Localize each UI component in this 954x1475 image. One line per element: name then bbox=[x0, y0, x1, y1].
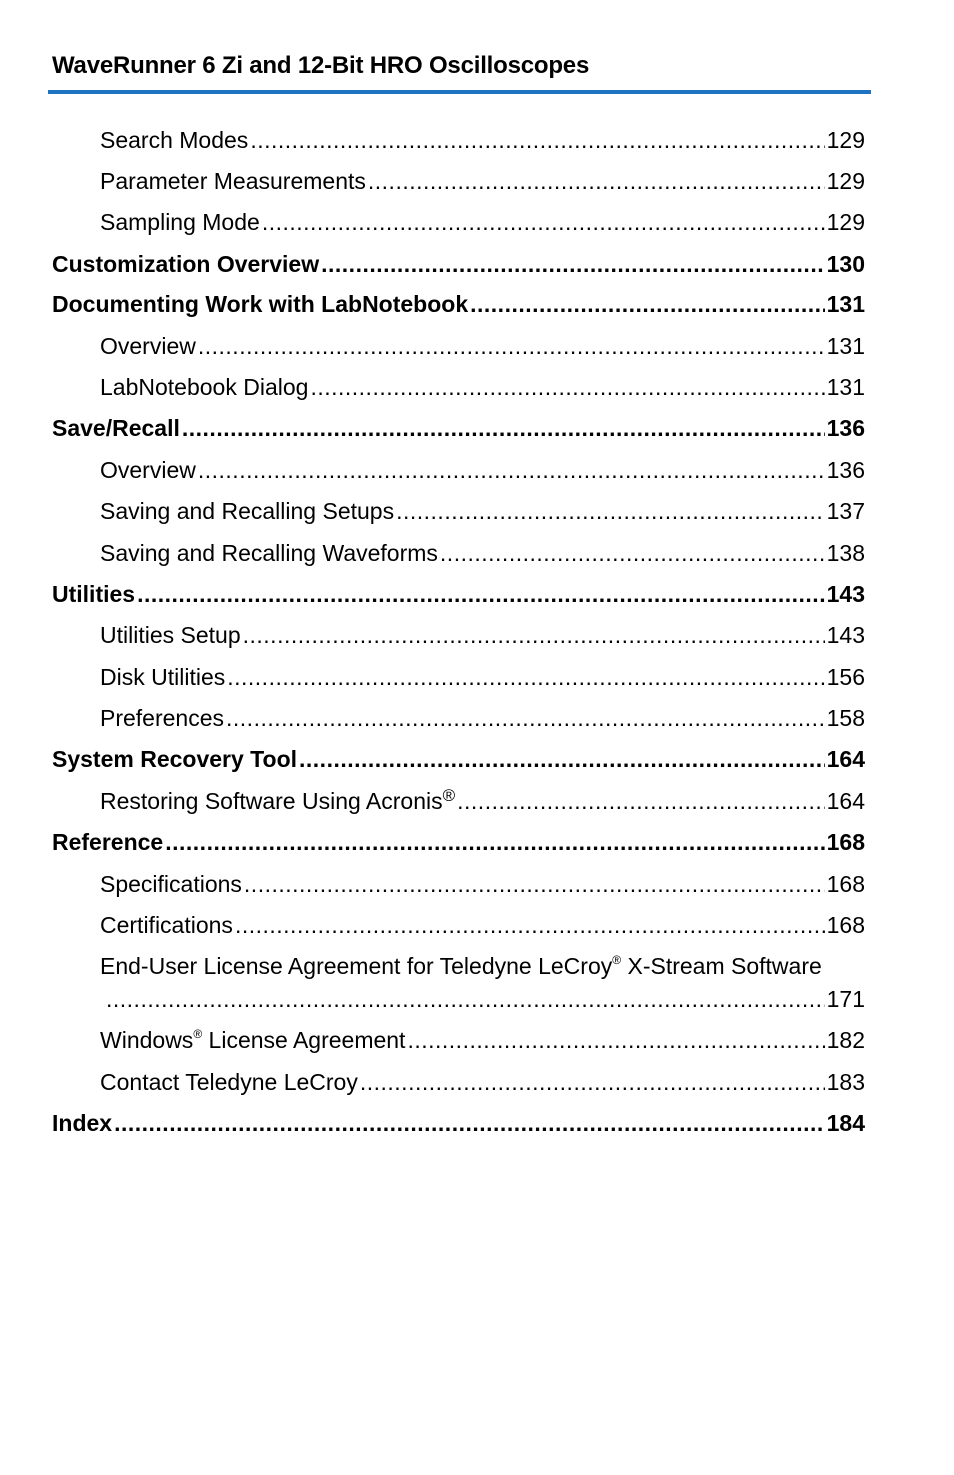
toc-entry-title: Documenting Work with LabNotebook bbox=[52, 291, 469, 317]
toc-entry-page: 138 bbox=[826, 540, 865, 566]
toc-entry-page: 164 bbox=[826, 788, 865, 814]
toc-entry[interactable] bbox=[0, 951, 954, 1017]
dot-leader bbox=[165, 827, 824, 857]
toc-entry-page: 168 bbox=[826, 871, 865, 897]
toc-entry-page: 168 bbox=[826, 912, 865, 938]
toc-entry-title: Customization Overview bbox=[52, 251, 320, 277]
dot-leader bbox=[321, 249, 825, 279]
toc-entry-page: 129 bbox=[826, 168, 865, 194]
toc-entry-page: 182 bbox=[826, 1027, 865, 1053]
toc-entry-title-cont: X-Stream Software bbox=[621, 953, 822, 979]
dot-leader bbox=[396, 496, 825, 526]
toc-entry-title: Index bbox=[52, 1110, 113, 1136]
toc-entry-title: Parameter Measurements bbox=[100, 168, 366, 194]
toc-entry-title: Preferences bbox=[100, 705, 225, 731]
toc-entry-title: Windows bbox=[100, 1027, 194, 1053]
dot-leader bbox=[182, 413, 825, 443]
toc-entry-page: 129 bbox=[826, 209, 865, 235]
toc-entry-title: Overview bbox=[100, 333, 196, 359]
toc-entry-title: System Recovery Tool bbox=[52, 746, 298, 772]
registered-mark: ® bbox=[612, 953, 622, 967]
toc-entry-title: Sampling Mode bbox=[100, 209, 260, 235]
dot-leader bbox=[440, 538, 825, 568]
toc-entry-page: 137 bbox=[826, 498, 865, 524]
toc-entry-page: 143 bbox=[826, 581, 865, 607]
dot-leader bbox=[299, 744, 825, 774]
dot-leader bbox=[235, 910, 825, 940]
toc-entry-page: 136 bbox=[826, 457, 865, 483]
dot-leader bbox=[198, 331, 825, 361]
toc-entry-page: 156 bbox=[826, 664, 865, 690]
dot-leader bbox=[227, 662, 824, 692]
toc-entry-page: 168 bbox=[826, 829, 865, 855]
toc-entry-title-wrapped bbox=[100, 951, 822, 981]
dot-leader bbox=[310, 372, 824, 402]
dot-leader bbox=[137, 579, 825, 609]
toc-entry-page: 143 bbox=[826, 622, 865, 648]
toc-entry-page: 131 bbox=[826, 291, 865, 317]
toc-entry-page: 136 bbox=[826, 415, 865, 441]
toc-entry-title: Disk Utilities bbox=[100, 664, 226, 690]
toc-entry-page: 171 bbox=[826, 986, 865, 1012]
toc-entry-page: 158 bbox=[826, 705, 865, 731]
dot-leader bbox=[243, 620, 825, 650]
toc-entry-page: 164 bbox=[826, 746, 865, 772]
toc-entry-title: Specifications bbox=[100, 871, 242, 897]
toc-entry-title: Reference bbox=[52, 829, 164, 855]
registered-mark: ® bbox=[193, 1027, 203, 1041]
dot-leader bbox=[114, 1108, 825, 1138]
header-rule bbox=[48, 90, 871, 94]
dot-leader bbox=[360, 1067, 825, 1097]
toc-entry-title: Restoring Software Using Acronis bbox=[100, 788, 443, 814]
toc-entry-title: Contact Teledyne LeCroy bbox=[100, 1069, 358, 1095]
toc-entry-title: Overview bbox=[100, 457, 196, 483]
dot-leader bbox=[407, 1025, 824, 1055]
toc-entry-title: Saving and Recalling Waveforms bbox=[100, 540, 438, 566]
dot-leader bbox=[244, 869, 825, 899]
dot-leader bbox=[226, 703, 825, 733]
dot-leader bbox=[470, 289, 825, 319]
dot-leader bbox=[457, 786, 824, 816]
registered-mark: ® bbox=[442, 786, 456, 805]
toc-entry-page: 184 bbox=[826, 1110, 865, 1136]
running-header-title: WaveRunner 6 Zi and 12-Bit HRO Oscilloscopes bbox=[52, 52, 590, 79]
dot-leader bbox=[250, 125, 824, 155]
dot-leader bbox=[106, 984, 825, 1014]
toc-entry-page: 129 bbox=[826, 127, 865, 153]
toc-entry-title: Search Modes bbox=[100, 127, 249, 153]
toc-entry-title: LabNotebook Dialog bbox=[100, 374, 309, 400]
toc-entry-title: End-User License Agreement for Teledyne LeCroy bbox=[100, 953, 613, 979]
dot-leader bbox=[262, 207, 825, 237]
dot-leader bbox=[368, 166, 825, 196]
toc-entry-title: Utilities Setup bbox=[100, 622, 241, 648]
dot-leader bbox=[198, 455, 825, 485]
toc-entry-page: 131 bbox=[826, 333, 865, 359]
toc-entry-title-cont: License Agreement bbox=[202, 1027, 406, 1053]
toc-entry-title: Saving and Recalling Setups bbox=[100, 498, 395, 524]
toc-entry-page: 130 bbox=[826, 251, 865, 277]
toc-entry-page: 131 bbox=[826, 374, 865, 400]
toc-entry-page: 183 bbox=[826, 1069, 865, 1095]
toc-entry-title: Utilities bbox=[52, 581, 136, 607]
toc-entry-title: Certifications bbox=[100, 912, 233, 938]
toc-entry-title: Save/Recall bbox=[52, 415, 180, 441]
